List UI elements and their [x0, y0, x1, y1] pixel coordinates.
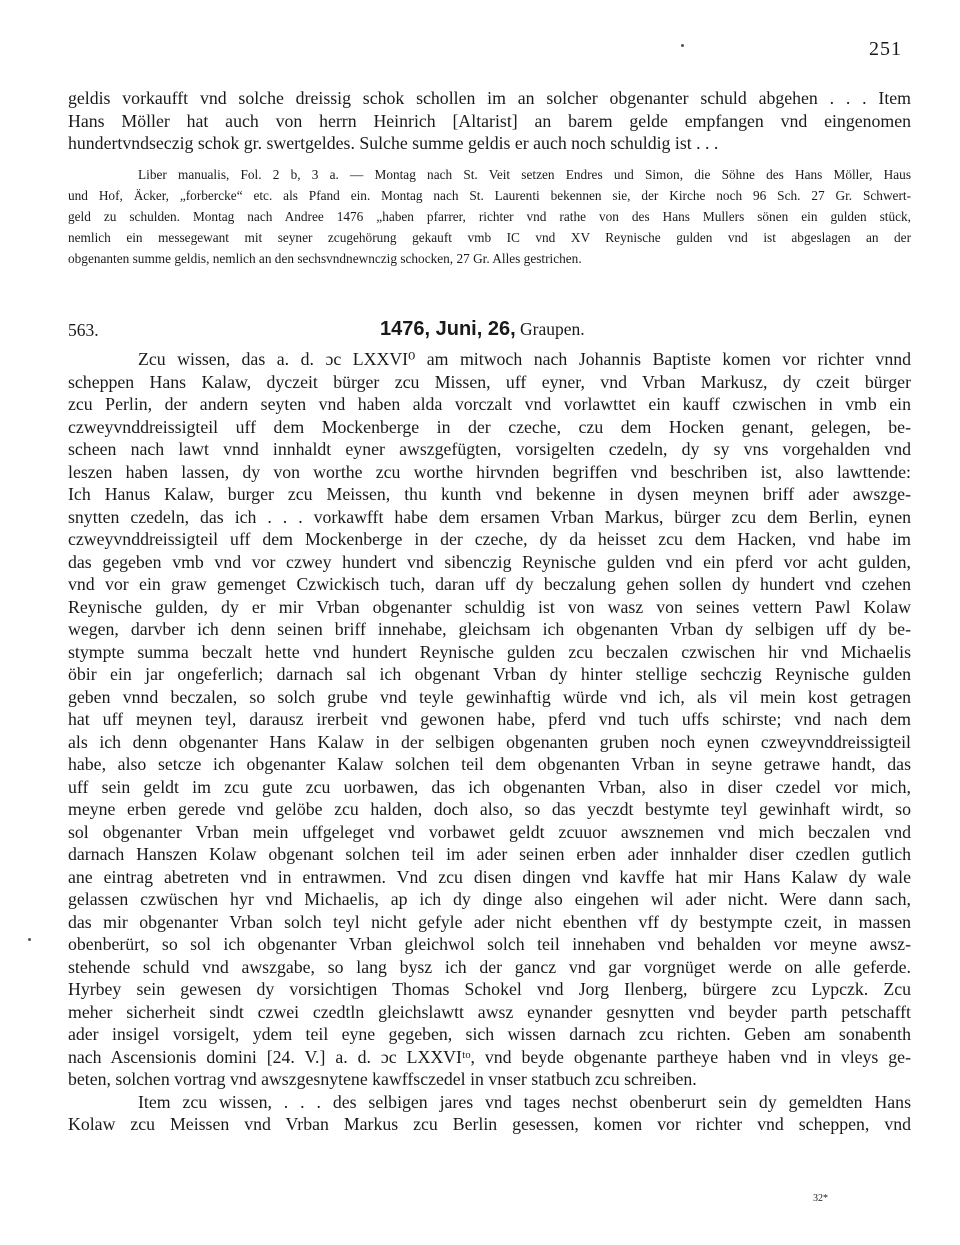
body-line: meyne erben gerede vnd gelöbe zcu halden, doch also, so das yeczdt bestymte teyl gewinhaft wirdt, so: [68, 799, 911, 819]
body-line: habe, also setcze ich obgenanter Kalaw solchen teil dem obgenanten Vrban in seyne getrawe handt, das: [68, 754, 911, 774]
body-line: Reynische gulden, dy er mir Vrban obgenanter schuldig ist von wasz von seines vettern Pawl Kolaw: [68, 596, 911, 617]
body-line: czweyvnddreissigteil uff dem Mockenberge in der czeche, czu dem Hocken genant, gelegen, be-: [68, 416, 911, 437]
note-line: Liber manualis, Fol. 2 b, 3 a. — Montag nach St. Veit setzen Endres und Simon, die Söhne des Hans Möller, Haus: [138, 167, 911, 182]
body-line: nach Ascensionis domini [24. V.] a. d. ɔc LXXVIᵗᵒ, vnd beyde obgenante partheye haben vnd in vleys ge-: [68, 1046, 911, 1067]
body-line: czweyvnddreissigteil uff dem Mockenberge in der czeche, dy da heisset zcu dem Hacken, vnd habe im: [68, 529, 911, 549]
body-line: Hyrbey sein gewesen dy vorsichtigen Thomas Schokel vnd Jorg Ilenberg, bürgere zcu Lypczk. Zcu: [68, 979, 911, 999]
preceding-text: [68, 87, 911, 155]
body-line: als ich denn obgenanter Hans Kalaw in der selbigen obgenanten gruben noch eynen czweyvnddreissigteil: [68, 731, 911, 752]
text-line: geldis vorkaufft vnd solche dreissig schok schollen im an solcher obgenanter schuld abgehen . . . Item: [68, 88, 911, 108]
note-line: geld zu schulden. Montag nach Andree 1476 „haben pfarrer, richter vnd rathe von des Hans Mullers sönen ein gulden stück,: [68, 209, 911, 224]
body-line: stympte summa beczalt hette vnd hundert Reynische gulden zcu beczalen czwischen hir vnd Michaelis: [68, 641, 911, 662]
entry-header: [68, 318, 911, 342]
body-line: sol obgenanter Vrban mein uffgeleget vnd vorbawet geldt zcuuor awsznemen vnd mich beczalen vnd: [68, 821, 911, 842]
entry-body: [68, 348, 911, 1136]
body-line: Ich Hanus Kalaw, burger zcu Meissen, thu kunth vnd bekenne in dysen meynen briff ader awszge-: [68, 484, 911, 504]
body-line: wegen, darvber ich denn seinen briff innehabe, gleichsam ich obgenanten Vrban dy selbigen uff dy be-: [68, 619, 911, 639]
body-line: stehende schuld vnd awszgabe, so lang bysz ich der gancz vnd gar vorgnüget werde on alle geferde.: [68, 956, 911, 977]
body-line: beten, solchen vortrag vnd awszgesnytene kawffsczedel in vnser statbuch zcu schreiben.: [68, 1069, 697, 1089]
body-line: snytten czedeln, das ich . . . vorkawfft habe dem ersamen Vrban Markus, bürger zcu dem Berlin, eynen: [68, 506, 911, 527]
note-line: obgenanten summe geldis, nemlich an den sechsvndnewnczig schocken, 27 Gr. Alles gestrichen.: [68, 251, 582, 266]
body-line: öbir ein jar ongeferlich; darnach sal ich obgenant Vrban dy hinter stellige sechczig Reynische gulden: [68, 664, 911, 684]
body-line: vnd vor ein graw gemenget Czwickisch tuch, daran uff dy beczalung gehen sollen dy hundert vnd czehen: [68, 574, 911, 594]
body-line: obenberürt, so sol ich obgenanter Vrban gleichwol solch teil innehaben vnd behalden vor meyne awsz-: [68, 934, 911, 954]
body-line: uff sein geldt im zcu gute zcu uorbawen, das ich obgenanten Vrban, also in diser czedel vor mich,: [68, 776, 911, 797]
body-line: scheppen Hans Kalaw, dyczeit bürger zcu Missen, uff eyner, vnd Vrban Markusz, dy czeit bürger: [68, 371, 911, 392]
editorial-note: [68, 164, 911, 269]
body-line: ane eintrag abetreten vnd in entrawmen. Vnd zcu disen dingen vnd kavffe hat mir Hans Kalaw dy wale: [68, 866, 911, 887]
entry-heading: [380, 318, 585, 341]
note-line: und Hof, Äcker, „forbercke“ etc. als Pfand ein. Montag nach St. Laurenti bekennen sie, der Kirche noch 96 Sch. 27 Gr. Schwert-: [68, 188, 911, 203]
note-line: nemlich ein messegewant mit seyner zcugehörung gekauft vmb IC vnd XV Reynische gulden vnd ist abgeslagen an der: [68, 230, 911, 245]
body-line: das gegeben vmb vnd vor czwey hundert vnd sibenczig Reynische gulden vnd ein pferd vor acht gulden,: [68, 551, 911, 572]
body-line: geben vnnd beczalen, so solch grube vnd teyle gewinhaftig würde vnd ich, als vil mein kost getragen: [68, 686, 911, 707]
entry-number: 563.: [68, 320, 99, 340]
body-line: leszen haben lassen, dy von worthe zcu worthe hirvnden begriffen vnd beschriben ist, also lawttende:: [68, 461, 911, 482]
body-line: meher sicherheit sindt czwei czedtln gleichslawtt awsz eynander gesnytten vnd beyder parth petschafft: [68, 1001, 911, 1022]
entry-place: Graupen.: [520, 319, 585, 339]
page-number: 251: [869, 38, 902, 60]
body-line: Kolaw zcu Meissen vnd Vrban Markus zcu Berlin gesessen, komen vor richter vnd scheppen, vnd: [68, 1114, 911, 1134]
body-line: Zcu wissen, das a. d. ɔc LXXVI⁰ am mitwoch nach Johannis Baptiste komen vor richter vnnd: [138, 349, 911, 369]
text-line: hundertvndseczig schok gr. swertgeldes. Sulche summe geldis er auch noch schuldig ist . . .: [68, 133, 719, 153]
entry-date: 1476, Juni, 26,: [380, 318, 516, 340]
body-line: scheen nach lawt vnnd innhaldt eyner awszgefügten, vorsigelten czedeln, dy sy vns vorgehalden vnd: [68, 439, 911, 459]
body-line: ader insigel vorsigelt, ydem teil eyne gegeben, sich wissen darnach zcu richten. Geben am sonabenth: [68, 1024, 911, 1044]
text-line: Hans Möller hat auch von herrn Heinrich [Altarist] an barem gelde empfangen vnd eingenomen: [68, 110, 911, 131]
signature-mark: 32*: [813, 1193, 828, 1204]
body-line: hat uff meynen teyl, darausz irerbeit vnd gewonen habe, pferd vnd tuch uffs schirste; vnd nach dem: [68, 709, 911, 729]
body-line: darnach Hanszen Kolaw obgenant solchen teil im ader seinen erben ader innhalder diser czedlen gutlich: [68, 844, 911, 864]
body-line: das mir obgenanter Vrban solch teyl nicht gefyle ader nicht ebenthen vff dy bestympte czeit, in massen: [68, 911, 911, 932]
body-line: gelassen czwüschen hyr vnd Michaelis, ap ich dy dinge also eingehen wil ader nicht. Were dann sach,: [68, 889, 911, 909]
body-line: Item zcu wissen, . . . des selbigen jares vnd tages nechst obenberurt sein dy gemeldten Hans: [138, 1091, 911, 1112]
scan-speck: [681, 44, 684, 47]
body-line: zcu Perlin, der andern seyten vnd haben alda vorczalt vnd vorlawttet ein kauff czwischen in vmb ein: [68, 394, 911, 414]
scan-speck: [28, 938, 31, 941]
